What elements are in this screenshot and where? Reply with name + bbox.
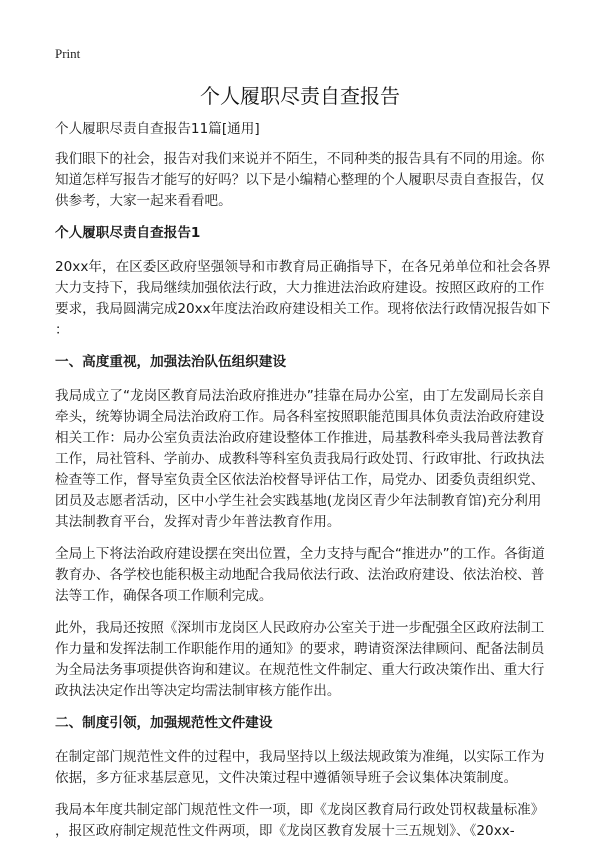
document-body xyxy=(55,119,555,853)
text-line: 作力量和发挥法制工作职能作用的通知》的要求，聘请资深法律顾问、配备法制员 xyxy=(55,641,545,657)
text-line: 要求，我局圆满完成20xx年度法治政府建设相关工作。现将依法行政情况报告如下 xyxy=(55,301,551,317)
paragraph xyxy=(55,618,555,702)
paragraph xyxy=(55,800,555,842)
text-line: 20xx年，在区委区政府坚强领导和市教育局正确指导下，在各兄弟单位和社会各界 xyxy=(55,259,551,275)
text-line: 供参考，大家一起来看看吧。 xyxy=(55,193,232,209)
paragraph xyxy=(55,386,555,533)
document-subtitle: 个人履职尽责自查报告11篇[通用] xyxy=(55,121,260,137)
section-title: 个人履职尽责自查报告1 xyxy=(55,225,201,241)
document-title: 个人履职尽责自查报告 xyxy=(200,84,400,108)
text-line: 知道怎样写报告才能写的好吗？以下是小编精心整理的个人履职尽责自查报告，仅 xyxy=(55,172,545,188)
text-line: 此外，我局还按照《深圳市龙岗区人民政府办公室关于进一步配强全区政府法制工 xyxy=(55,620,545,636)
text-line: 政执法决定作出等决定均需法制审核方能作出。 xyxy=(55,683,341,699)
text-line: 检查等工作，督导室负责全区依法治校督导评估工作，局党办、团委负责组织党、 xyxy=(55,472,545,488)
text-line: 教育办、各学校也能积极主动地配合我局依法行政、法治政府建设、依法治校、普 xyxy=(55,567,545,583)
text-line: 牵头，统筹协调全局法治政府工作。局各科室按照职能范围具体负责法治政府建设 xyxy=(55,409,545,425)
paragraph xyxy=(55,747,555,789)
text-line: 在制定部门规范性文件的过程中，我局坚持以上级法规政策为准绳，以实际工作为 xyxy=(55,749,545,765)
paragraph xyxy=(55,149,555,212)
text-line: 我局本年度共制定部门规范性文件一项，即《龙岗区教育局行政处罚权裁量标准》 xyxy=(55,802,545,818)
heading-1: 一、高度重视，加强法治队伍组织建设 xyxy=(55,354,287,370)
text-line: 其法制教育平台，发挥对青少年普法教育作用。 xyxy=(55,514,341,530)
heading-2: 二、制度引领，加强规范性文件建设 xyxy=(55,715,273,731)
text-line: 我们眼下的社会，报告对我们来说并不陌生，不同种类的报告具有不同的用途。你 xyxy=(55,151,545,167)
text-line: 团员及志愿者活动，区中小学生社会实践基地(龙岗区青少年法制教育馆)充分利用 xyxy=(55,493,542,509)
text-line: ： xyxy=(55,322,69,338)
text-line: 为全局法务事项提供咨询和建议。在规范性文件制定、重大行政决策作出、重大行 xyxy=(55,662,545,678)
paragraph xyxy=(55,257,555,341)
text-line: 依据，多方征求基层意见，文件决策过程中遵循领导班子会议集体决策制度。 xyxy=(55,770,518,786)
print-link[interactable]: Print xyxy=(55,46,81,61)
text-line: 我局成立了“龙岗区教育局法治政府推进办”挂靠在局办公室，由丁左发副局长亲自 xyxy=(55,388,545,404)
text-line: 相关工作：局办公室负责法治政府建设整体工作推进，局基教科牵头我局普法教育 xyxy=(55,430,545,446)
text-line: 法等工作，确保各项工作顺利完成。 xyxy=(55,588,273,604)
text-line: ，报区政府制定规范性文件两项，即《龙岗区教育发展十三五规划》、《20xx- xyxy=(55,823,515,839)
text-line: 大力支持下，我局继续加强依法行政，大力推进法治政府建设。按照区政府的工作 xyxy=(55,280,545,296)
paragraph xyxy=(55,544,555,607)
text-line: 全局上下将法治政府建设摆在突出位置，全力支持与配合“推进办”的工作。各街道 xyxy=(55,546,545,562)
text-line: 工作，局社管科、学前办、成教科等科室负责我局行政处罚、行政审批、行政执法 xyxy=(55,451,545,467)
